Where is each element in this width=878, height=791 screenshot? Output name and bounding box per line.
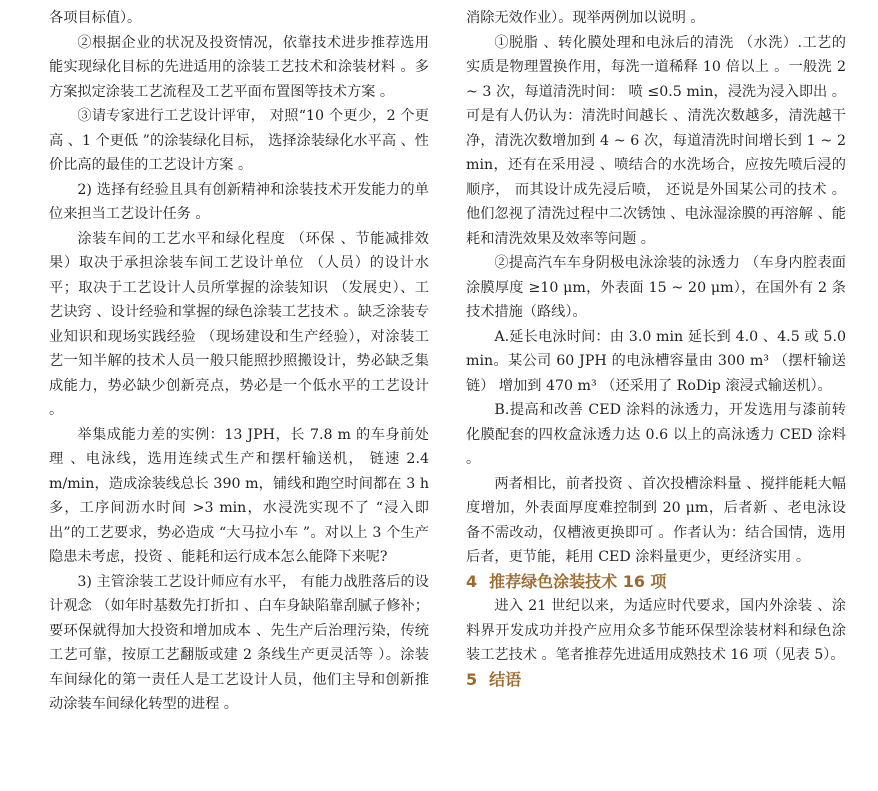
right-column: [466, 6, 846, 692]
right-paragraph-5: B.提高和改善 CED 涂料的泳透力，开发选用与漆前转化膜配套的四枚盒泳透力达 0.6 以上的高泳透力 CED 涂料 。: [466, 402, 846, 467]
left-paragraph-5: 涂装车间的工艺水平和绿化程度 （环保 、节能减排效果）取决于承担涂装车间工艺设计单位 （人员）的设计水平；取决于工艺设计人员所掌握的涂装知识 （发展史）、工艺诀窍 、设计经验和掌握的绿色涂装工艺技术 。缺乏涂装专业知识和现场实践经验 （现场建设和生产经验），对涂装工艺一知半解的技术人员一般只能照抄照搬设计，势必缺乏集成能力，势必缺少创新亮点，势必是一个低水平的工艺设计 。: [49, 230, 429, 418]
left-paragraph-4: 2) 选择有经验且具有创新精神和涂装技术开发能力的单位来担当工艺设计任务 。: [49, 181, 429, 222]
right-paragraph-7: 进入 21 世纪以来，为适应时代要求，国内外涂装 、涂料界开发成功并投产应用众多节能环保型涂装材料和绿色涂装工艺技术 。笔者推荐先进适用成熟技术 16 项（见表 5）。: [466, 598, 846, 663]
section-heading-4: [466, 570, 846, 595]
left-paragraph-7: 3) 主管涂装工艺设计师应有水平， 有能力战胜落后的设计观念 （如年时基数先打折扣 、白车身缺陷靠刮腻子修补；要环保就得加大投资和增加成本 、先生产后治理污染，传统工艺可靠，按原工艺翻版或建 2 条线生产更灵活等 ）。涂装车间绿化的第一责任人是工艺设计人员，他们主导和创新推动涂装车间绿化转型的进程 。: [49, 573, 429, 712]
right-paragraph-4: A.延长电泳时间：由 3.0 min 延长到 4.0 、4.5 或 5.0 min。某公司 60 JPH 的电泳槽容量由 300 m³ （摆杆输送链） 增加到 470 m³ （还采用了 RoDip 滚浸式输送机）。: [466, 328, 846, 394]
section-heading-5: [466, 668, 846, 693]
left-paragraph-6: 举集成能力差的实例：13 JPH，长 7.8 m 的车身前处理 、电泳线，选用连续式生产和摆杆输送机， 链速 2.4 m/min，造成涂装线总长 390 m，铺线和跑空时间都在 3 h 多，工序间沥水时间 >3 min，水浸洗实现不了 “浸入即出”的工艺要求，势必造成 “大马拉小车 ”。对以上 3 个生产隐患未考虑，投资 、能耗和运行成本怎么能降下来呢?: [49, 426, 429, 565]
right-paragraph-6: 两者相比，前者投资 、首次投槽涂料量 、搅拌能耗大幅度增加，外表面厚度难控制到 20 μm，后者新 、老电泳设备不需改动，仅槽液更换即可 。作者认为：结合国情，选用后者，更节能，耗用 CED 涂料量更少，更经济实用 。: [466, 475, 846, 565]
left-paragraph-1: 各项目标值）。: [49, 10, 142, 26]
left-paragraph-2: ②根据企业的状况及投资情况，依靠技术进步推荐选用能实现绿化目标的先进适用的涂装工艺技术和涂装材料 。多方案拟定涂装工艺流程及工艺平面布置图等技术方案 。: [49, 34, 429, 100]
section-number-5: 5: [466, 669, 478, 689]
right-paragraph-3: ②提高汽车车身阴极电泳涂装的泳透力 （车身内腔表面涂膜厚度 ≥10 μm，外表面 15 ~ 20 μm），在国外有 2 条技术措施（路线）。: [466, 255, 846, 320]
left-paragraph-3: ③请专家进行工艺设计评审， 对照“10 个更少，2 个更高 、1 个更低 ”的涂装绿化目标， 选择涂装绿化水平高 、性价比高的最佳的工艺设计方案 。: [49, 108, 429, 173]
right-paragraph-2: ①脱脂 、转化膜处理和电泳后的清洗 （水洗）.工艺的实质是物理置换作用，每洗一道稀释 10 倍以上 。一般洗 2 ~ 3 次，每道清洗时间： 喷 ≤0.5 min，浸洗为浸入即出 。可是有人仍认为：清洗时间越长 、清洗次数越多，清洗越干净，清洗次数增加到 4 ~ 6 次，每道清洗时间增长到 1 ~ 2 min，还有在采用浸 、喷结合的水洗场合，应按先喷后浸的顺序， 而其设计成先浸后喷， 还说是外国某公司的技术 。他们忽视了清洗过程中二次锈蚀 、电泳湿涂膜的再溶解 、能耗和清洗效果及效率等问题 。: [466, 34, 846, 247]
section-number-4: 4: [466, 571, 478, 591]
right-paragraph-1: 消除无效作业）。现举两例加以说明 。: [466, 10, 705, 26]
left-column: [49, 6, 429, 717]
section-title-4: 推荐绿色涂装技术 16 项: [489, 571, 667, 591]
section-title-5: 结语: [489, 669, 522, 689]
